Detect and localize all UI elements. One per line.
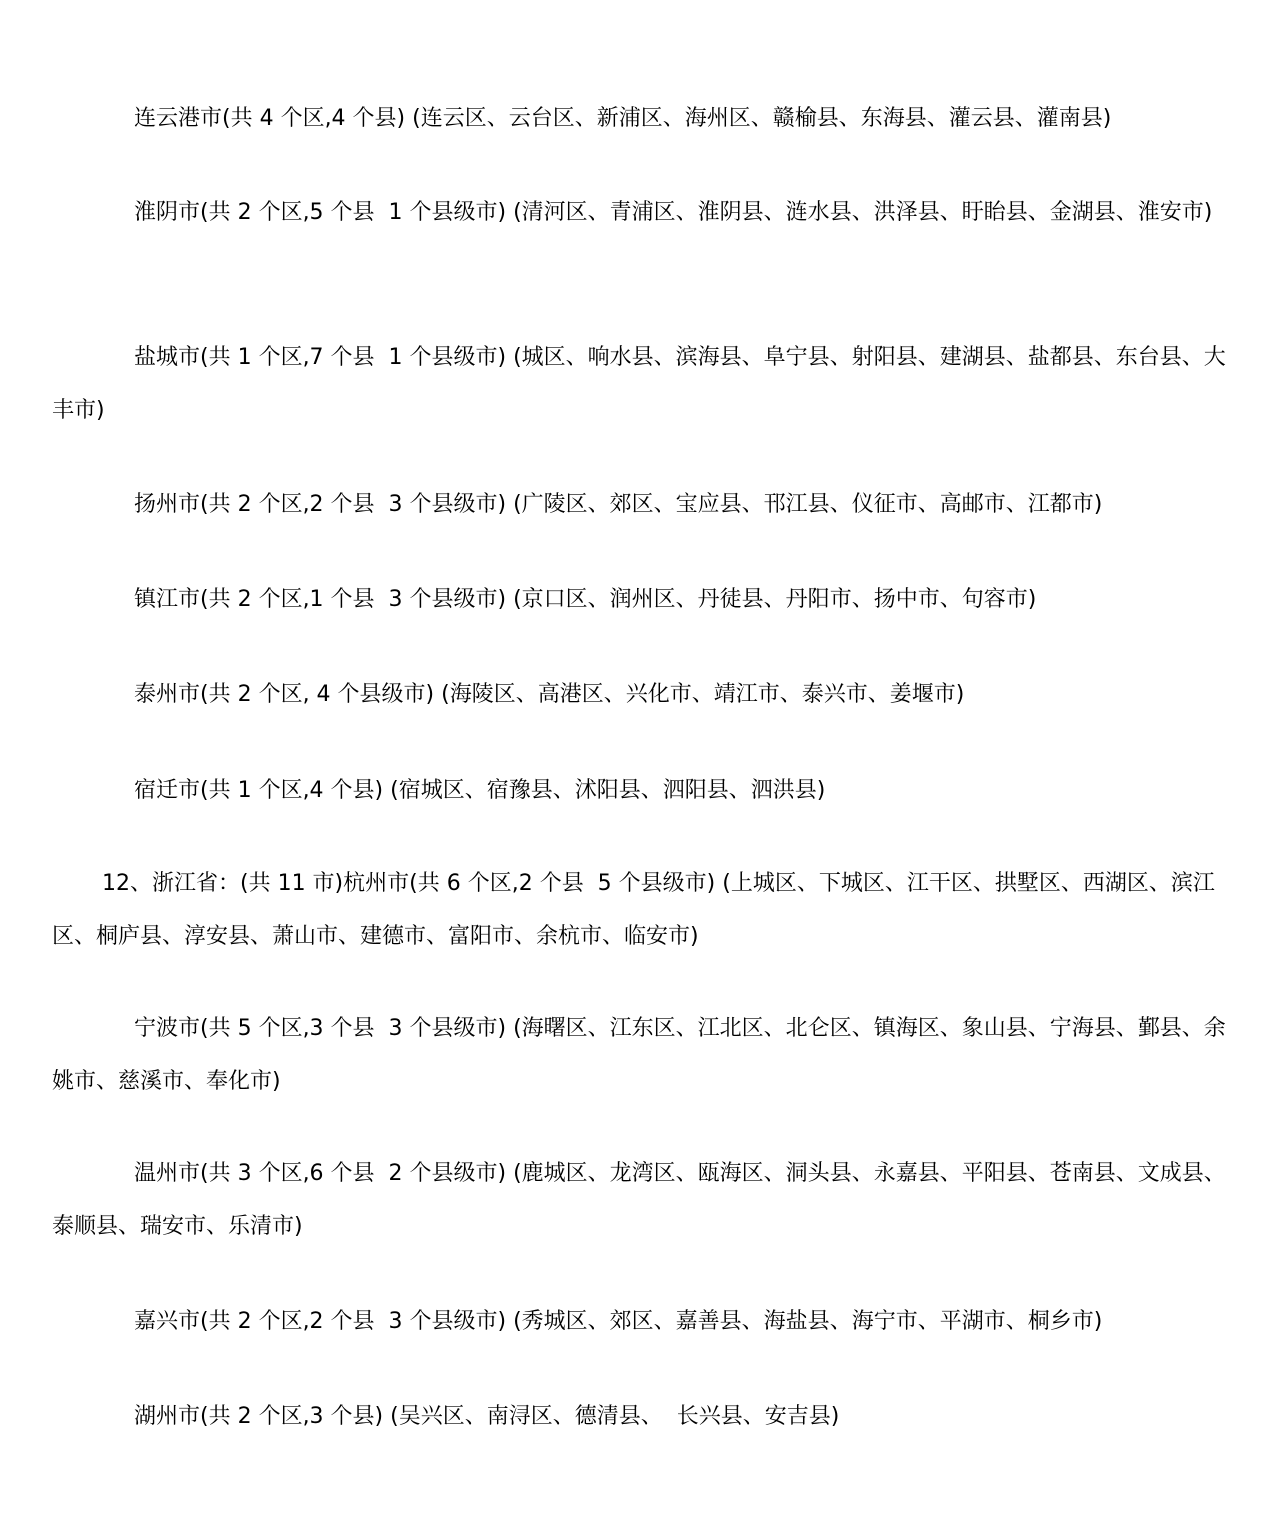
paragraph-ningbo: 宁波市(共 5 个区,3 个县 3 个县级市) (海曙区、江东区、江北区、北仑区、镇海区、象山县、宁海县、鄞县、余姚市、慈溪市、奉化市) <box>52 1016 1226 1094</box>
paragraph-wenzhou: 温州市(共 3 个区,6 个县 2 个县级市) (鹿城区、龙湾区、瓯海区、洞头县、永嘉县、平阳县、苍南县、文成县、泰顺县、瑞安市、乐清市) <box>52 1161 1226 1239</box>
paragraph-huaiyin: 淮阴市(共 2 个区,5 个县 1 个县级市) (清河区、青浦区、淮阴县、涟水县、洪泽县、盱眙县、金湖县、淮安市) <box>134 200 1213 225</box>
paragraph-yangzhou: 扬州市(共 2 个区,2 个县 3 个县级市) (广陵区、郊区、宝应县、邗江县、仪征市、高邮市、江都市) <box>134 492 1103 517</box>
paragraph-suqian: 宿迁市(共 1 个区,4 个县) (宿城区、宿豫县、沭阳县、泗阳县、泗洪县) <box>134 778 826 803</box>
paragraph-zhenjiang: 镇江市(共 2 个区,1 个县 3 个县级市) (京口区、润州区、丹徒县、丹阳市、扬中市、句容市) <box>134 587 1037 612</box>
paragraph-jiaxing: 嘉兴市(共 2 个区,2 个县 3 个县级市) (秀城区、郊区、嘉善县、海盐县、海宁市、平湖市、桐乡市) <box>134 1309 1103 1334</box>
paragraph-lianyungang: 连云港市(共 4 个区,4 个县) (连云区、云台区、新浦区、海州区、赣榆县、东海县、灌云县、灌南县) <box>134 106 1112 131</box>
paragraph-huzhou: 湖州市(共 2 个区,3 个县) (吴兴区、南浔区、德清县、 长兴县、安吉县) <box>134 1404 840 1429</box>
paragraph-taizhou: 泰州市(共 2 个区, 4 个县级市) (海陵区、高港区、兴化市、靖江市、泰兴市、姜堰市) <box>134 682 965 707</box>
paragraph-yancheng: 盐城市(共 1 个区,7 个县 1 个县级市) (城区、响水县、滨海县、阜宁县、射阳县、建湖县、盐都县、东台县、大丰市) <box>52 345 1226 423</box>
paragraph-zhejiang-hangzhou: 12、浙江省：(共 11 市)杭州市(共 6 个区,2 个县 5 个县级市) (上城区、下城区、江干区、拱墅区、西湖区、滨江区、桐庐县、淳安县、萧山市、建德市、富阳市、余杭市、临安市) <box>52 871 1215 949</box>
